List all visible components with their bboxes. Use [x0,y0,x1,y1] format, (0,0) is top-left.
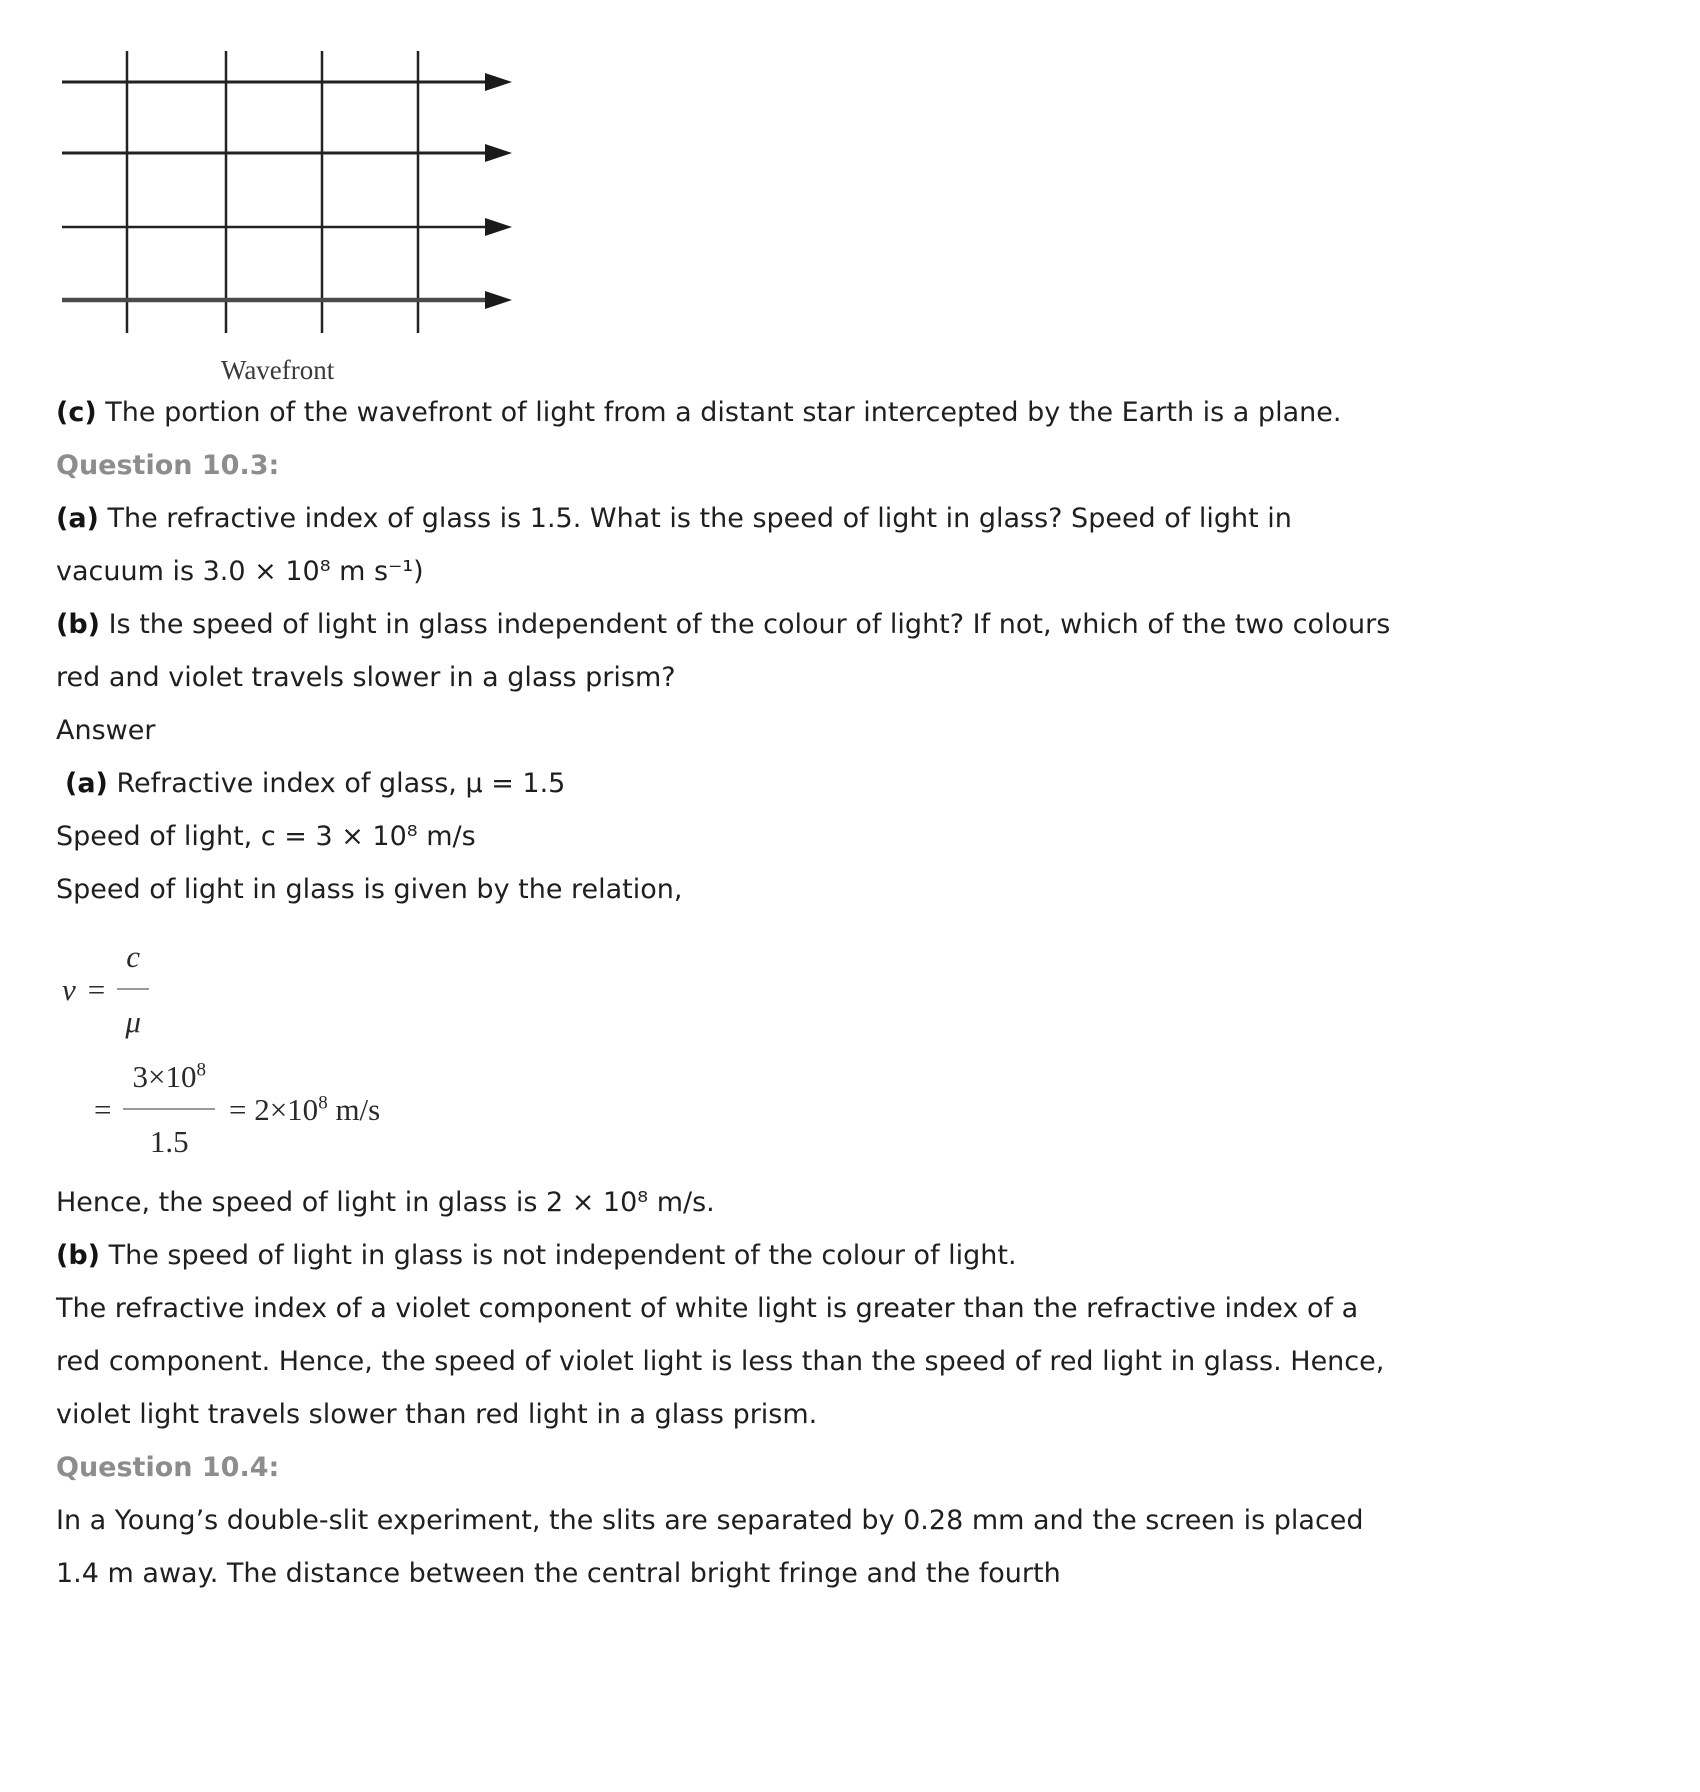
item-label-c: (c) [56,397,97,428]
formula-result [229,1083,380,1136]
paragraph-text: The speed of light in glass is not independent of the colour of light. [100,1240,1017,1271]
paragraph-text: Is the speed of light in glass independent of the colour of light? If not, which of the two colours red and violet travels slower in a glass prism? [56,609,1391,693]
paragraph-text: The portion of the wavefront of light from a distant star intercepted by the Earth is a plane. [96,397,1342,428]
fraction-c-over-mu [117,930,149,1048]
fraction-numerator: c [117,930,149,990]
numerator-base: 3×10 [132,1059,197,1094]
question-10-4-paragraph: In a Young’s double-slit experiment, the slits are separated by 0.28 mm and the screen is placed 1.4 m away. The distance between the central bright fringe and the fourth [56,1505,1364,1589]
hence-conclusion-line: Hence, the speed of light in glass is 2 × 10⁸ m/s. [56,1187,715,1218]
item-label-b: (b) [56,609,101,640]
relation-line: Speed of light in glass is given by the relation, [56,874,683,905]
question-10-3-part-a [56,492,1401,598]
speed-of-light-line: Speed of light, c = 3 × 10⁸ m/s [56,821,476,852]
fraction-denominator: 1.5 [149,1124,189,1159]
item-label-a: (a) [65,768,108,799]
arrowhead-icon [485,291,512,309]
arrowhead-icon [485,218,512,236]
document-page [0,50,1700,1792]
question-10-3-heading: Question 10.3: [56,450,280,481]
paragraph-text: The refractive index of glass is 1.5. What is the speed of light in glass? Speed of light in vacuum is 3.0 × 10⁸ m s⁻¹) [56,503,1292,587]
item-label-a: (a) [56,503,99,534]
wavefront-diagram [61,50,521,335]
document-body [56,386,1401,1600]
answer-part-b [56,1229,1401,1282]
wavefront-label: Wavefront [221,355,335,385]
arrowhead-icon [485,144,512,162]
question-10-3-part-b [56,598,1401,704]
fraction-numerator [123,1050,214,1110]
formula-speed-calculation [82,1050,1401,1168]
question-10-4-heading: Question 10.4: [56,1452,280,1483]
numerator-exponent: 8 [196,1059,206,1081]
paragraph-text: Refractive index of glass, μ = 1.5 [107,768,566,799]
paragraph-part-c [56,386,1401,439]
result-base: = 2×10 [228,1091,319,1127]
result-unit: m/s [327,1091,381,1127]
equals-sign: = [87,971,106,1007]
answer-label: Answer [56,715,156,746]
fraction-numeric [123,1050,214,1168]
result-exponent: 8 [318,1092,328,1114]
formula-speed-relation [62,930,1401,1048]
formula-variable-v: v [62,971,76,1007]
wavefront-figure [61,50,521,386]
violet-explanation-paragraph: The refractive index of a violet component of white light is greater than the refractive index of a red component. Hence, the speed of violet light is less than the speed of red light in glass. Hence, violet light travels slower than red light in a glass prism. [56,1293,1385,1430]
equals-sign: = [94,1091,112,1127]
arrowhead-icon [485,73,512,91]
fraction-denominator: μ [125,1004,141,1039]
answer-part-a [56,757,1401,810]
item-label-b: (b) [56,1240,101,1271]
